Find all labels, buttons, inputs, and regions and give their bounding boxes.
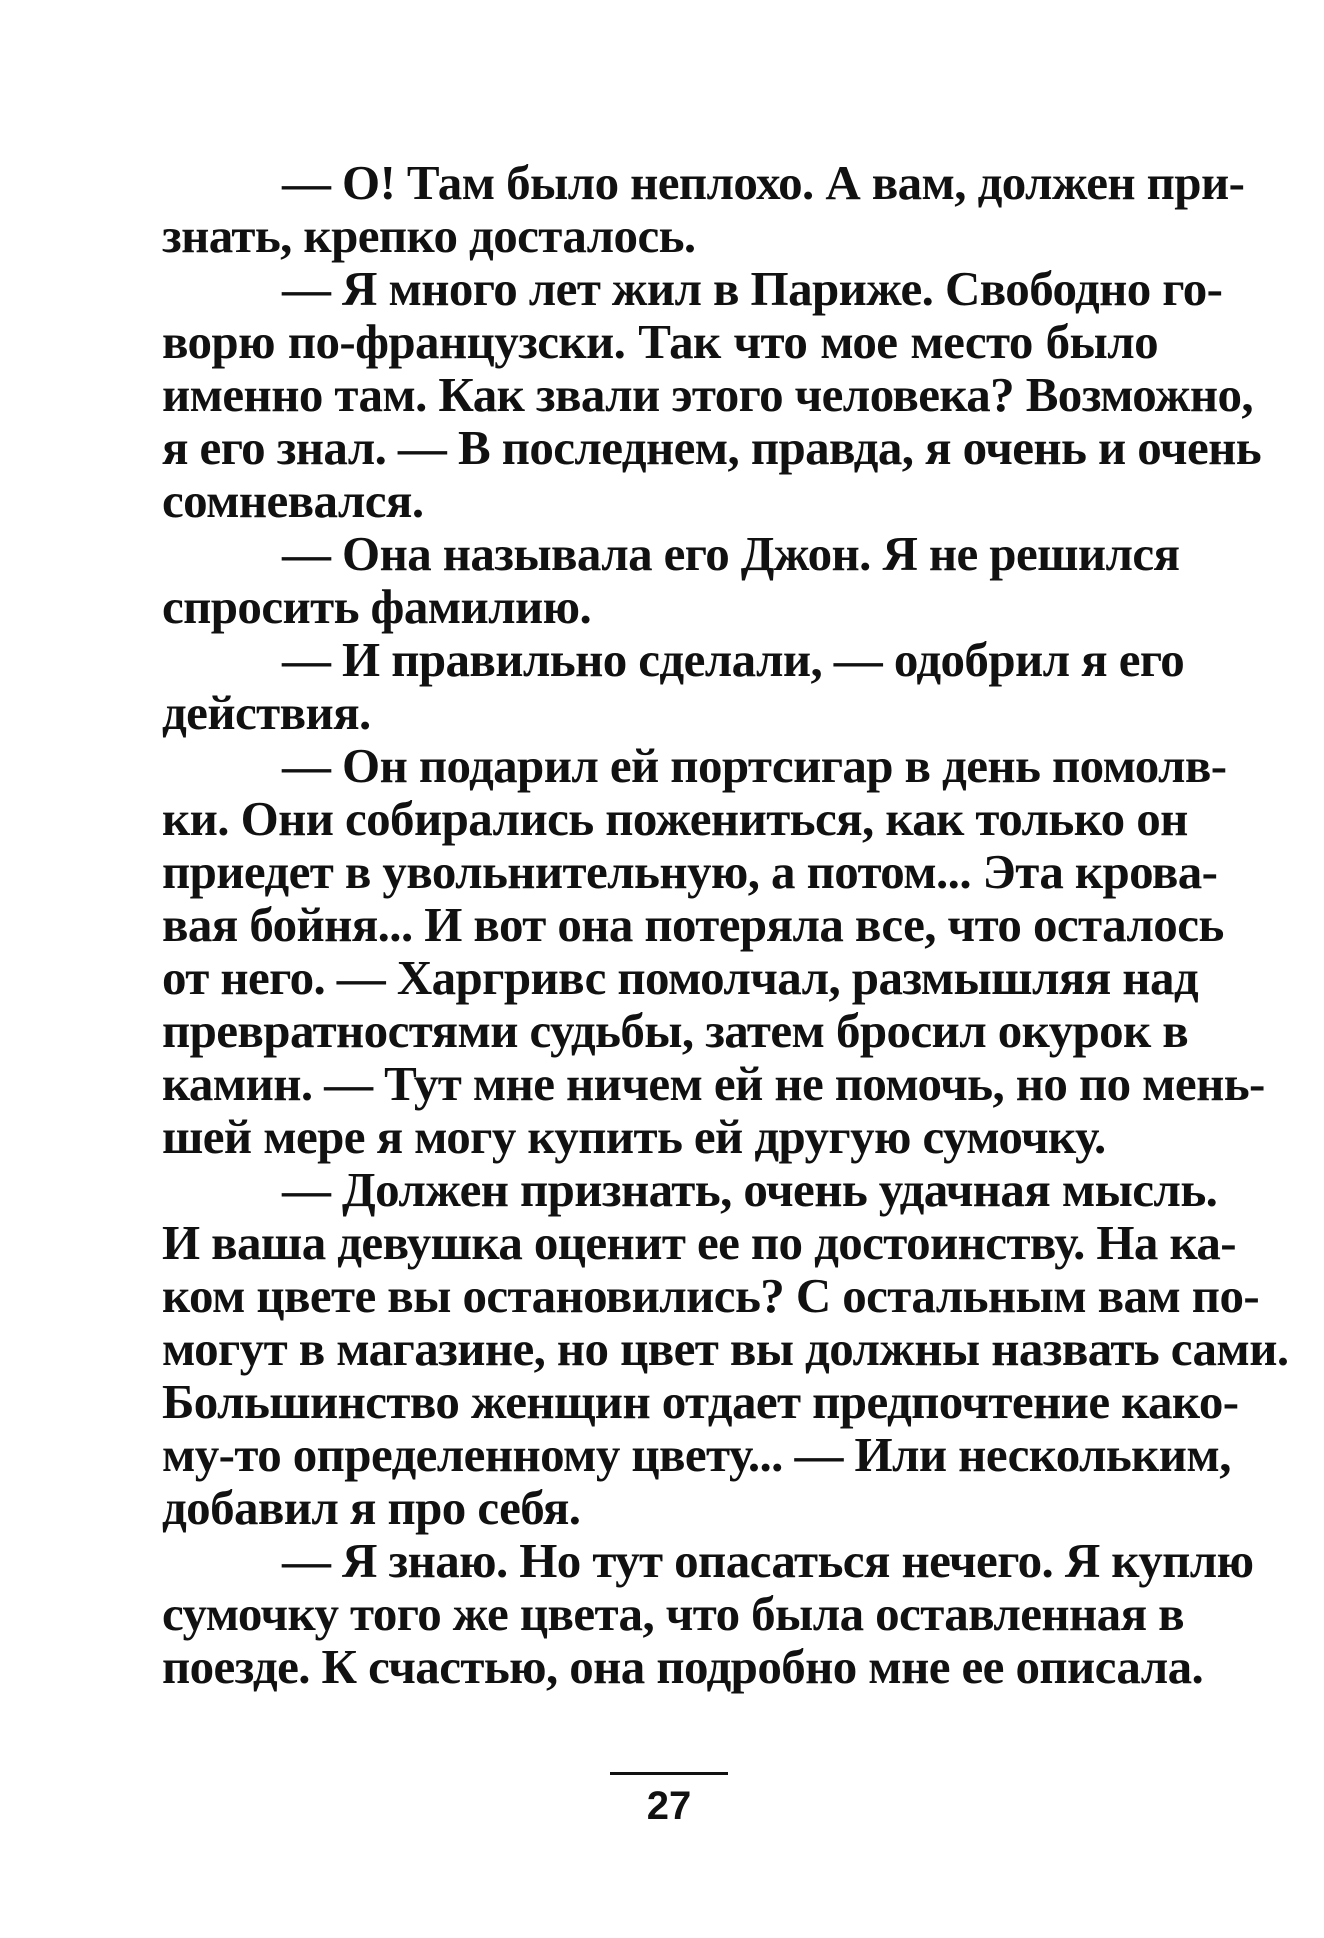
text-line: — Она называла его Джон. Я не решился	[282, 526, 1180, 581]
text-line: — Я много лет жил в Париже. Свободно го-	[282, 261, 1223, 316]
page-number: 27	[646, 1784, 692, 1828]
text-line: могут в магазине, но цвет вы должны назвать сами.	[162, 1321, 1289, 1376]
text-line: камин. — Тут мне ничем ей не помочь, но по мень-	[162, 1056, 1265, 1111]
text-line: добавил я про себя.	[162, 1480, 581, 1535]
text-line: приедет в увольнительную, а потом... Эта крова-	[162, 844, 1218, 899]
text-line: именно там. Как звали этого человека? Возможно,	[162, 367, 1254, 422]
text-line: — Он подарил ей портсигар в день помолв-	[282, 738, 1227, 793]
text-line: знать, крепко досталось.	[162, 208, 696, 263]
text-line: спросить фамилию.	[162, 579, 592, 634]
text-line: вая бойня... И вот она потеряла все, что осталось	[162, 897, 1224, 952]
text-line: му-то определенному цвету... — Или нескольким,	[162, 1427, 1231, 1482]
text-line: от него. — Харгривс помолчал, размышляя над	[162, 950, 1199, 1005]
text-line: ворю по-французски. Так что мое место было	[162, 314, 1158, 369]
text-line: — Должен признать, очень удачная мысль.	[282, 1162, 1218, 1217]
text-line: — О! Там было неплохо. А вам, должен при-	[282, 155, 1245, 210]
footer-rule	[610, 1772, 728, 1775]
text-line: И ваша девушка оценит ее по достоинству. На ка-	[162, 1215, 1236, 1270]
text-line: — Я знаю. Но тут опасаться нечего. Я куплю	[282, 1533, 1254, 1588]
text-line: поезде. К счастью, она подробно мне ее описала.	[162, 1639, 1204, 1694]
text-line: я его знал. — В последнем, правда, я очень и очень	[162, 420, 1262, 475]
text-line: — И правильно сделали, — одобрил я его	[282, 632, 1185, 687]
text-line: превратностями судьбы, затем бросил окурок в	[162, 1003, 1189, 1058]
text-line: ком цвете вы остановились? С остальным вам по-	[162, 1268, 1260, 1323]
text-line: шей мере я могу купить ей другую сумочку.	[162, 1109, 1106, 1164]
text-line: сумочку того же цвета, что была оставленная в	[162, 1586, 1185, 1641]
text-line: действия.	[162, 685, 371, 740]
text-line: Большинство женщин отдает предпочтение како-	[162, 1374, 1239, 1429]
text-line: ки. Они собирались пожениться, как только он	[162, 791, 1188, 846]
text-line: сомневался.	[162, 473, 424, 528]
